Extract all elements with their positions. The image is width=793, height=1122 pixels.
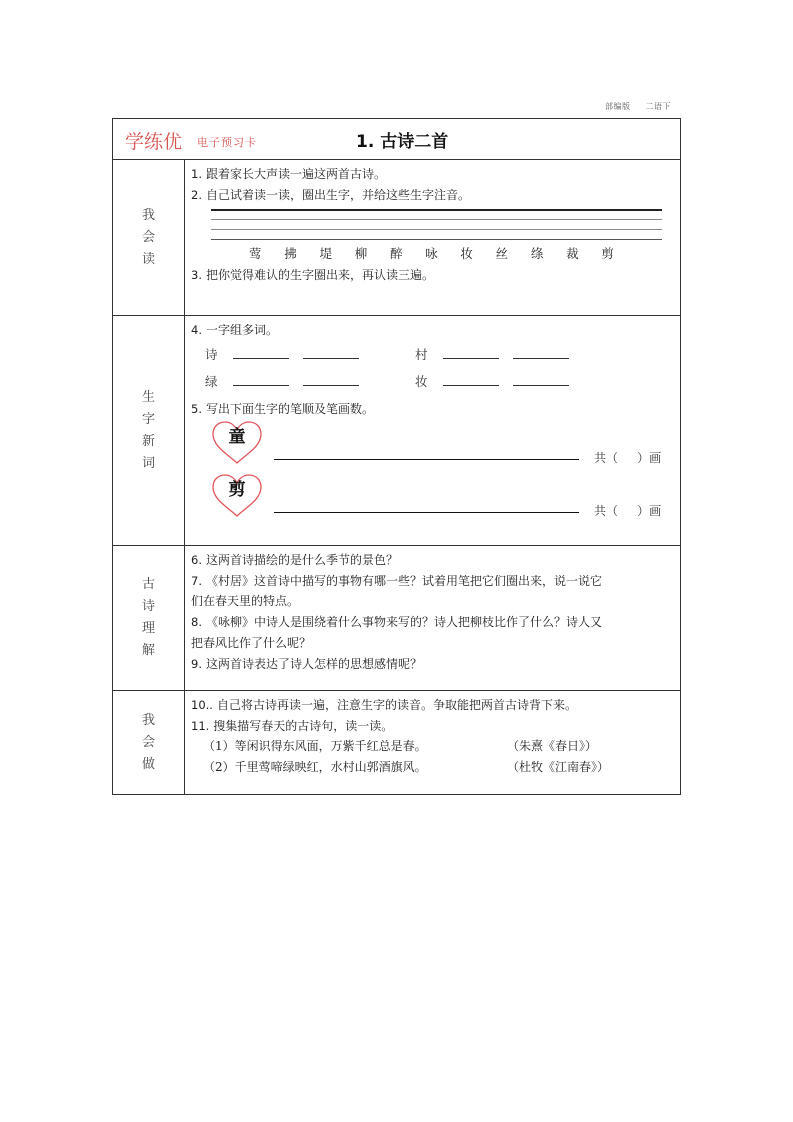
- label-char: 字: [141, 411, 155, 427]
- new-char: 醉: [389, 246, 403, 261]
- new-char: 柳: [354, 246, 368, 261]
- question-item: 9. 这两首诗表达了诗人怎样的思想感情呢？: [191, 656, 422, 671]
- question-item: 1. 跟着家长大声读一遍这两首古诗。: [191, 167, 386, 181]
- new-char: 裁: [566, 246, 579, 261]
- poem-text: （2）千里莺啼绿映红，水村山郭酒旗风。: [203, 759, 427, 774]
- answer-blank[interactable]: [233, 373, 289, 386]
- new-char: 莺: [249, 246, 262, 261]
- label-char: 古: [141, 577, 155, 592]
- brand-logo: 学练优: [125, 131, 183, 153]
- poem-source: （朱熹《春日》）: [507, 739, 598, 753]
- section-body: [185, 316, 680, 545]
- poem-line: [191, 736, 674, 757]
- section-label: [113, 546, 185, 690]
- brand-subtitle: 电子预习卡: [197, 136, 257, 149]
- question-item: 2. 自己试着读一读，圈出生字，并给这些生字注音。: [191, 187, 470, 202]
- word-char: 村: [415, 346, 428, 362]
- new-char: 妆: [460, 246, 473, 261]
- card-header: [113, 119, 680, 160]
- label-char: 做: [141, 757, 155, 772]
- new-char: 堤: [319, 246, 332, 261]
- label-char: 生: [141, 389, 155, 405]
- section-body: [185, 691, 680, 795]
- section-body: [185, 160, 680, 315]
- question-item-cont: 把春风比作了什么呢？: [191, 635, 312, 650]
- poem-source: （杜牧《江南春》）: [507, 759, 610, 774]
- grade-label: 二语下: [645, 102, 672, 111]
- edition-label: 部编版: [605, 102, 631, 111]
- label-char: 会: [141, 229, 155, 245]
- section-label: [113, 316, 185, 545]
- word-group-row: [191, 345, 674, 372]
- stroke-order-blank[interactable]: [274, 512, 579, 513]
- stroke-char: 剪: [228, 480, 246, 500]
- answer-blank[interactable]: [443, 373, 499, 386]
- question-item: 5. 写出下面生字的笔顺及笔画数。: [191, 401, 374, 416]
- label-char: 理: [141, 621, 155, 636]
- label-char: 我: [141, 207, 155, 223]
- poem-text: （1）等闲识得东风面，万紫千红总是春。: [203, 739, 427, 753]
- question-item: 11. 搜集描写春天的古诗句，读一读。: [191, 718, 394, 733]
- label-char: 解: [141, 643, 155, 658]
- section-label: [113, 691, 185, 795]
- word-group-row: [191, 372, 674, 399]
- stroke-order-row: [191, 474, 674, 527]
- preview-card: [112, 118, 681, 795]
- answer-blank[interactable]: [303, 373, 359, 386]
- label-char: 会: [141, 735, 155, 750]
- answer-blank[interactable]: [513, 346, 569, 359]
- new-char: 绦: [530, 246, 544, 261]
- page-meta: [605, 101, 683, 112]
- stroke-char: 童: [228, 427, 246, 447]
- answer-blank[interactable]: [233, 346, 289, 359]
- new-char: 剪: [601, 246, 614, 261]
- label-char: 诗: [141, 599, 155, 614]
- stroke-order-blank[interactable]: [274, 459, 579, 460]
- question-item: 10.. 自己将古诗再读一遍，注意生字的读音。争取能把两首古诗背下来。: [191, 698, 577, 712]
- pinyin-writing-lines[interactable]: [211, 209, 662, 242]
- poem-line: [191, 757, 674, 778]
- word-char: 绿: [205, 373, 218, 389]
- section-read: [113, 160, 680, 316]
- stroke-order-row: [191, 421, 674, 474]
- stroke-count[interactable]: 共（ ）画: [594, 451, 662, 465]
- stroke-count[interactable]: 共（ ）画: [594, 504, 662, 518]
- section-body: [185, 546, 680, 690]
- section-practice: [113, 691, 680, 795]
- label-char: 新: [141, 433, 155, 449]
- new-char: 拂: [284, 246, 297, 261]
- new-chars-list: [191, 244, 674, 265]
- label-char: 我: [141, 713, 155, 728]
- answer-blank[interactable]: [303, 346, 359, 359]
- section-new-words: [113, 316, 680, 546]
- question-item: 3. 把你觉得难认的生字圈出来，再认读三遍。: [191, 267, 434, 282]
- label-char: 读: [141, 251, 155, 267]
- label-char: 词: [141, 455, 155, 471]
- lesson-title: 1. 古诗二首: [356, 132, 449, 152]
- section-poem-understanding: [113, 546, 680, 691]
- word-char: 诗: [205, 346, 218, 362]
- question-item-cont: 们在春天里的特点。: [191, 594, 300, 609]
- word-char: 妆: [415, 373, 428, 389]
- answer-blank[interactable]: [513, 373, 569, 386]
- new-char: 丝: [495, 246, 509, 261]
- question-item: 4. 一字组多词。: [191, 323, 278, 337]
- question-item: 8. 《咏柳》中诗人是围绕着什么事物来写的？诗人把柳枝比作了什么？诗人又: [191, 615, 602, 630]
- question-item: 7. 《村居》这首诗中描写的事物有哪一些？试着用笔把它们圈出来，说一说它: [191, 573, 602, 588]
- answer-blank[interactable]: [443, 346, 499, 359]
- section-label: [113, 160, 185, 315]
- new-char: 咏: [425, 246, 438, 261]
- question-item: 6. 这两首诗描绘的是什么季节的景色？: [191, 553, 398, 567]
